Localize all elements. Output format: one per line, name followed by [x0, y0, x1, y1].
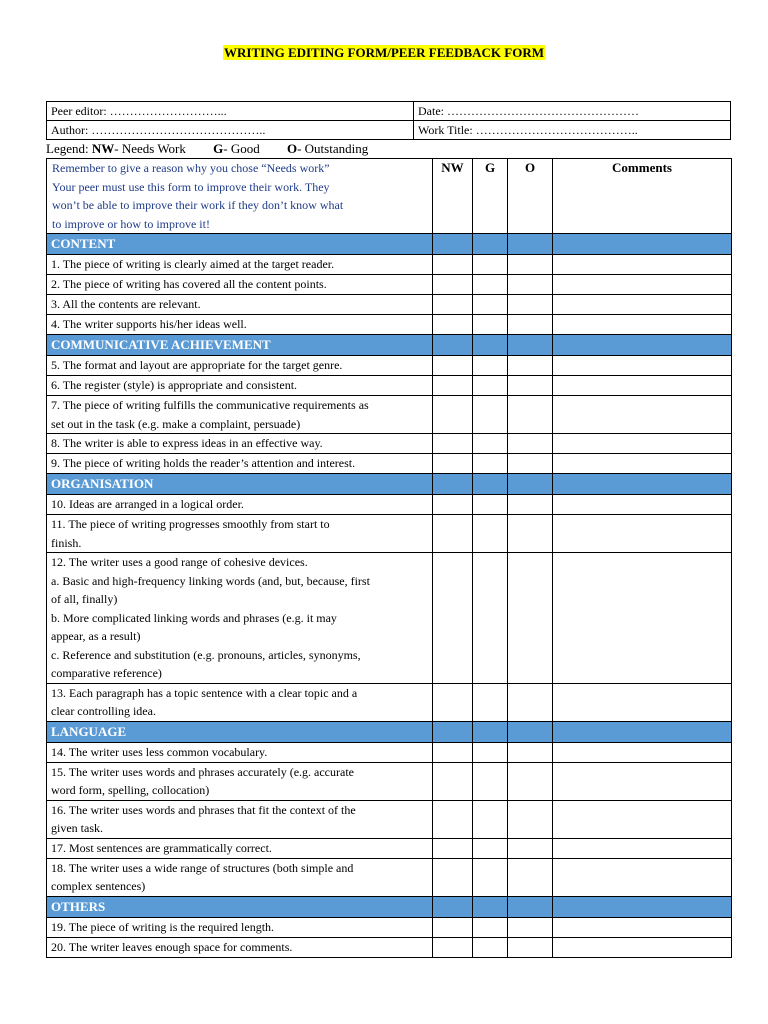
criterion-line: 16. The writer uses words and phrases that fit the context of the	[51, 802, 356, 817]
criterion-text	[47, 315, 433, 335]
g-cell[interactable]	[473, 255, 508, 275]
criterion-line: clear controlling idea.	[51, 704, 156, 718]
criterion-line: 14. The writer uses less common vocabulary.	[51, 744, 268, 759]
comments-cell[interactable]	[553, 356, 732, 376]
comments-cell[interactable]	[553, 454, 732, 474]
criterion-line: word form, spelling, collocation)	[51, 783, 210, 797]
nw-cell[interactable]	[433, 858, 473, 896]
column-header-nw: NW	[433, 159, 473, 234]
nw-cell[interactable]	[433, 683, 473, 721]
section-blank-cell	[433, 234, 473, 255]
section-blank-cell	[473, 335, 508, 356]
section-title: LANGUAGE	[47, 721, 433, 742]
g-cell[interactable]	[473, 434, 508, 454]
criterion-row	[47, 495, 732, 515]
criterion-text	[47, 255, 433, 275]
criterion-line: given task.	[51, 821, 103, 835]
section-header	[47, 234, 732, 255]
criterion-line: 17. Most sentences are grammatically correct.	[51, 840, 272, 855]
criterion-line: finish.	[51, 535, 82, 550]
comments-cell[interactable]	[553, 275, 732, 295]
criterion-row	[47, 376, 732, 396]
criterion-line: 3. All the contents are relevant.	[51, 297, 201, 311]
comments-cell[interactable]	[553, 495, 732, 515]
criterion-row	[47, 800, 732, 838]
criterion-row	[47, 295, 732, 315]
section-blank-cell	[508, 234, 553, 255]
section-blank-cell	[473, 474, 508, 495]
nw-cell[interactable]	[433, 800, 473, 838]
o-cell[interactable]	[508, 937, 553, 957]
criterion-line: b. More complicated linking words and phrases (e.g. it may	[51, 610, 337, 625]
section-header	[47, 721, 732, 742]
criterion-row	[47, 917, 732, 937]
criterion-line: 9. The piece of writing holds the reader’s attention and interest.	[51, 456, 356, 470]
o-cell[interactable]	[508, 495, 553, 515]
section-blank-cell	[553, 896, 732, 917]
criterion-row	[47, 255, 732, 275]
criterion-text	[47, 858, 433, 896]
section-header	[47, 896, 732, 917]
o-cell[interactable]	[508, 396, 553, 434]
comments-cell[interactable]	[553, 515, 732, 553]
nw-cell[interactable]	[433, 295, 473, 315]
section-blank-cell	[433, 896, 473, 917]
date-field[interactable]: Date: …………………………………………	[414, 102, 731, 121]
note-line: to improve or how to improve it!	[52, 216, 210, 231]
o-cell[interactable]	[508, 762, 553, 800]
nw-cell[interactable]	[433, 434, 473, 454]
legend-o-code: O	[286, 141, 298, 156]
o-cell[interactable]	[508, 356, 553, 376]
section-blank-cell	[473, 234, 508, 255]
section-blank-cell	[508, 896, 553, 917]
criterion-line: 2. The piece of writing has covered all the content points.	[51, 277, 327, 291]
criterion-line: set out in the task (e.g. make a complaint, persuade)	[51, 416, 301, 431]
criterion-row	[47, 275, 732, 295]
criterion-line: c. Reference and substitution (e.g. pronouns, articles, synonyms,	[51, 647, 361, 662]
criterion-line: appear, as a result)	[51, 629, 141, 643]
column-header-g: G	[473, 159, 508, 234]
work-title-field[interactable]: Work Title: …………………………………..	[414, 121, 731, 140]
o-cell[interactable]	[508, 376, 553, 396]
g-cell[interactable]	[473, 396, 508, 434]
legend-label: Legend:	[46, 141, 89, 156]
criterion-row	[47, 683, 732, 721]
criterion-row	[47, 434, 732, 454]
legend-g-code: G	[213, 141, 224, 156]
o-cell[interactable]	[508, 838, 553, 858]
g-cell[interactable]	[473, 683, 508, 721]
criterion-line: 11. The piece of writing progresses smoothly from start to	[51, 517, 330, 531]
comments-cell[interactable]	[553, 255, 732, 275]
section-blank-cell	[433, 721, 473, 742]
criterion-row	[47, 742, 732, 762]
section-header	[47, 335, 732, 356]
nw-cell[interactable]	[433, 838, 473, 858]
info-table	[46, 101, 731, 140]
g-cell[interactable]	[473, 553, 508, 684]
o-cell[interactable]	[508, 434, 553, 454]
criterion-text	[47, 762, 433, 800]
criterion-text	[47, 495, 433, 515]
section-header	[47, 474, 732, 495]
criterion-line: 20. The writer leaves enough space for comments.	[51, 939, 293, 954]
legend-nw-code: NW	[91, 141, 115, 156]
criterion-text	[47, 800, 433, 838]
nw-cell[interactable]	[433, 553, 473, 684]
nw-cell[interactable]	[433, 742, 473, 762]
criterion-row	[47, 356, 732, 376]
nw-cell[interactable]	[433, 495, 473, 515]
g-cell[interactable]	[473, 376, 508, 396]
g-cell[interactable]	[473, 275, 508, 295]
section-blank-cell	[553, 335, 732, 356]
column-header-comments: Comments	[553, 159, 732, 234]
criterion-line: 13. Each paragraph has a topic sentence with a clear topic and a	[51, 685, 358, 700]
criterion-text	[47, 683, 433, 721]
o-cell[interactable]	[508, 315, 553, 335]
nw-cell[interactable]	[433, 356, 473, 376]
nw-cell[interactable]	[433, 515, 473, 553]
column-header-o: O	[508, 159, 553, 234]
criterion-row	[47, 515, 732, 553]
comments-cell[interactable]	[553, 762, 732, 800]
o-cell[interactable]	[508, 683, 553, 721]
criterion-text	[47, 742, 433, 762]
feedback-table	[46, 158, 732, 958]
o-cell[interactable]	[508, 275, 553, 295]
criterion-line: 18. The writer uses a wide range of structures (both simple and	[51, 860, 354, 875]
o-cell[interactable]	[508, 255, 553, 275]
g-cell[interactable]	[473, 315, 508, 335]
section-blank-cell	[473, 896, 508, 917]
criterion-line: comparative reference)	[51, 666, 162, 680]
comments-cell[interactable]	[553, 295, 732, 315]
note-line: won’t be able to improve their work if they don’t know what	[52, 198, 344, 212]
legend-o-text: - Outstanding	[297, 141, 369, 156]
criterion-row	[47, 858, 732, 896]
o-cell[interactable]	[508, 917, 553, 937]
criterion-text	[47, 376, 433, 396]
criterion-row	[47, 838, 732, 858]
nw-cell[interactable]	[433, 396, 473, 434]
criterion-text	[47, 553, 433, 684]
section-title: OTHERS	[47, 896, 433, 917]
nw-cell[interactable]	[433, 762, 473, 800]
criterion-text	[47, 295, 433, 315]
criterion-row	[47, 315, 732, 335]
comments-cell[interactable]	[553, 742, 732, 762]
section-blank-cell	[553, 721, 732, 742]
nw-cell[interactable]	[433, 315, 473, 335]
criterion-text	[47, 396, 433, 434]
section-blank-cell	[508, 721, 553, 742]
o-cell[interactable]	[508, 515, 553, 553]
form-title: WRITING EDITING FORM/PEER FEEDBACK FORM	[224, 45, 544, 60]
comments-cell[interactable]	[553, 800, 732, 838]
nw-cell[interactable]	[433, 454, 473, 474]
note-line: Your peer must use this form to improve their work. They	[52, 179, 330, 194]
g-cell[interactable]	[473, 515, 508, 553]
o-cell[interactable]	[508, 295, 553, 315]
g-cell[interactable]	[473, 838, 508, 858]
criterion-line: 12. The writer uses a good range of cohesive devices.	[51, 555, 308, 569]
peer-editor-field[interactable]: Peer editor: ………………………...	[47, 102, 414, 121]
g-cell[interactable]	[473, 762, 508, 800]
criterion-line: complex sentences)	[51, 879, 146, 893]
criterion-text	[47, 275, 433, 295]
criterion-line: 7. The piece of writing fulfills the communicative requirements as	[51, 398, 369, 412]
criterion-line: 4. The writer supports his/her ideas well.	[51, 317, 247, 331]
nw-cell[interactable]	[433, 255, 473, 275]
criterion-row	[47, 762, 732, 800]
section-title: COMMUNICATIVE ACHIEVEMENT	[47, 335, 433, 356]
nw-cell[interactable]	[433, 275, 473, 295]
nw-cell[interactable]	[433, 376, 473, 396]
criterion-text	[47, 356, 433, 376]
g-cell[interactable]	[473, 937, 508, 957]
criterion-line: 6. The register (style) is appropriate and consistent.	[51, 378, 298, 392]
g-cell[interactable]	[473, 858, 508, 896]
legend-g-text: - Good	[223, 141, 260, 156]
o-cell[interactable]	[508, 858, 553, 896]
comments-cell[interactable]	[553, 683, 732, 721]
criterion-row	[47, 553, 732, 684]
criterion-line: 10. Ideas are arranged in a logical order.	[51, 497, 244, 511]
comments-cell[interactable]	[553, 838, 732, 858]
criterion-line: 1. The piece of writing is clearly aimed at the target reader.	[51, 257, 335, 271]
criterion-text	[47, 434, 433, 454]
criterion-text	[47, 838, 433, 858]
comments-cell[interactable]	[553, 376, 732, 396]
g-cell[interactable]	[473, 495, 508, 515]
note-line: Remember to give a reason why you chose “Needs work”	[52, 161, 330, 175]
section-blank-cell	[508, 474, 553, 495]
legend	[46, 141, 368, 157]
comments-cell[interactable]	[553, 858, 732, 896]
g-cell[interactable]	[473, 917, 508, 937]
criterion-text	[47, 917, 433, 937]
comments-cell[interactable]	[553, 917, 732, 937]
criterion-text	[47, 937, 433, 957]
section-blank-cell	[553, 474, 732, 495]
criterion-line: 5. The format and layout are appropriate for the target genre.	[51, 358, 343, 372]
comments-cell[interactable]	[553, 396, 732, 434]
comments-cell[interactable]	[553, 434, 732, 454]
g-cell[interactable]	[473, 742, 508, 762]
comments-cell[interactable]	[553, 315, 732, 335]
section-blank-cell	[508, 335, 553, 356]
o-cell[interactable]	[508, 742, 553, 762]
comments-cell[interactable]	[553, 553, 732, 684]
nw-cell[interactable]	[433, 937, 473, 957]
section-title: ORGANISATION	[47, 474, 433, 495]
criterion-line: 15. The writer uses words and phrases accurately (e.g. accurate	[51, 764, 354, 779]
comments-cell[interactable]	[553, 937, 732, 957]
criterion-line: of all, finally)	[51, 592, 118, 606]
section-blank-cell	[473, 721, 508, 742]
section-blank-cell	[433, 335, 473, 356]
g-cell[interactable]	[473, 454, 508, 474]
criterion-text	[47, 454, 433, 474]
o-cell[interactable]	[508, 800, 553, 838]
section-blank-cell	[433, 474, 473, 495]
criterion-row	[47, 937, 732, 957]
criterion-line: 19. The piece of writing is the required length.	[51, 919, 275, 934]
g-cell[interactable]	[473, 356, 508, 376]
nw-cell[interactable]	[433, 917, 473, 937]
criterion-row	[47, 454, 732, 474]
g-cell[interactable]	[473, 800, 508, 838]
author-field[interactable]: Author: ……………………………………..	[47, 121, 414, 140]
legend-nw-text: - Needs Work	[114, 141, 186, 156]
instruction-note	[47, 159, 433, 234]
section-title: CONTENT	[47, 234, 433, 255]
criterion-row	[47, 396, 732, 434]
criterion-text	[47, 515, 433, 553]
g-cell[interactable]	[473, 295, 508, 315]
o-cell[interactable]	[508, 553, 553, 684]
section-blank-cell	[553, 234, 732, 255]
criterion-line: 8. The writer is able to express ideas in an effective way.	[51, 436, 323, 450]
criterion-line: a. Basic and high-frequency linking words (and, but, because, first	[51, 573, 370, 588]
o-cell[interactable]	[508, 454, 553, 474]
